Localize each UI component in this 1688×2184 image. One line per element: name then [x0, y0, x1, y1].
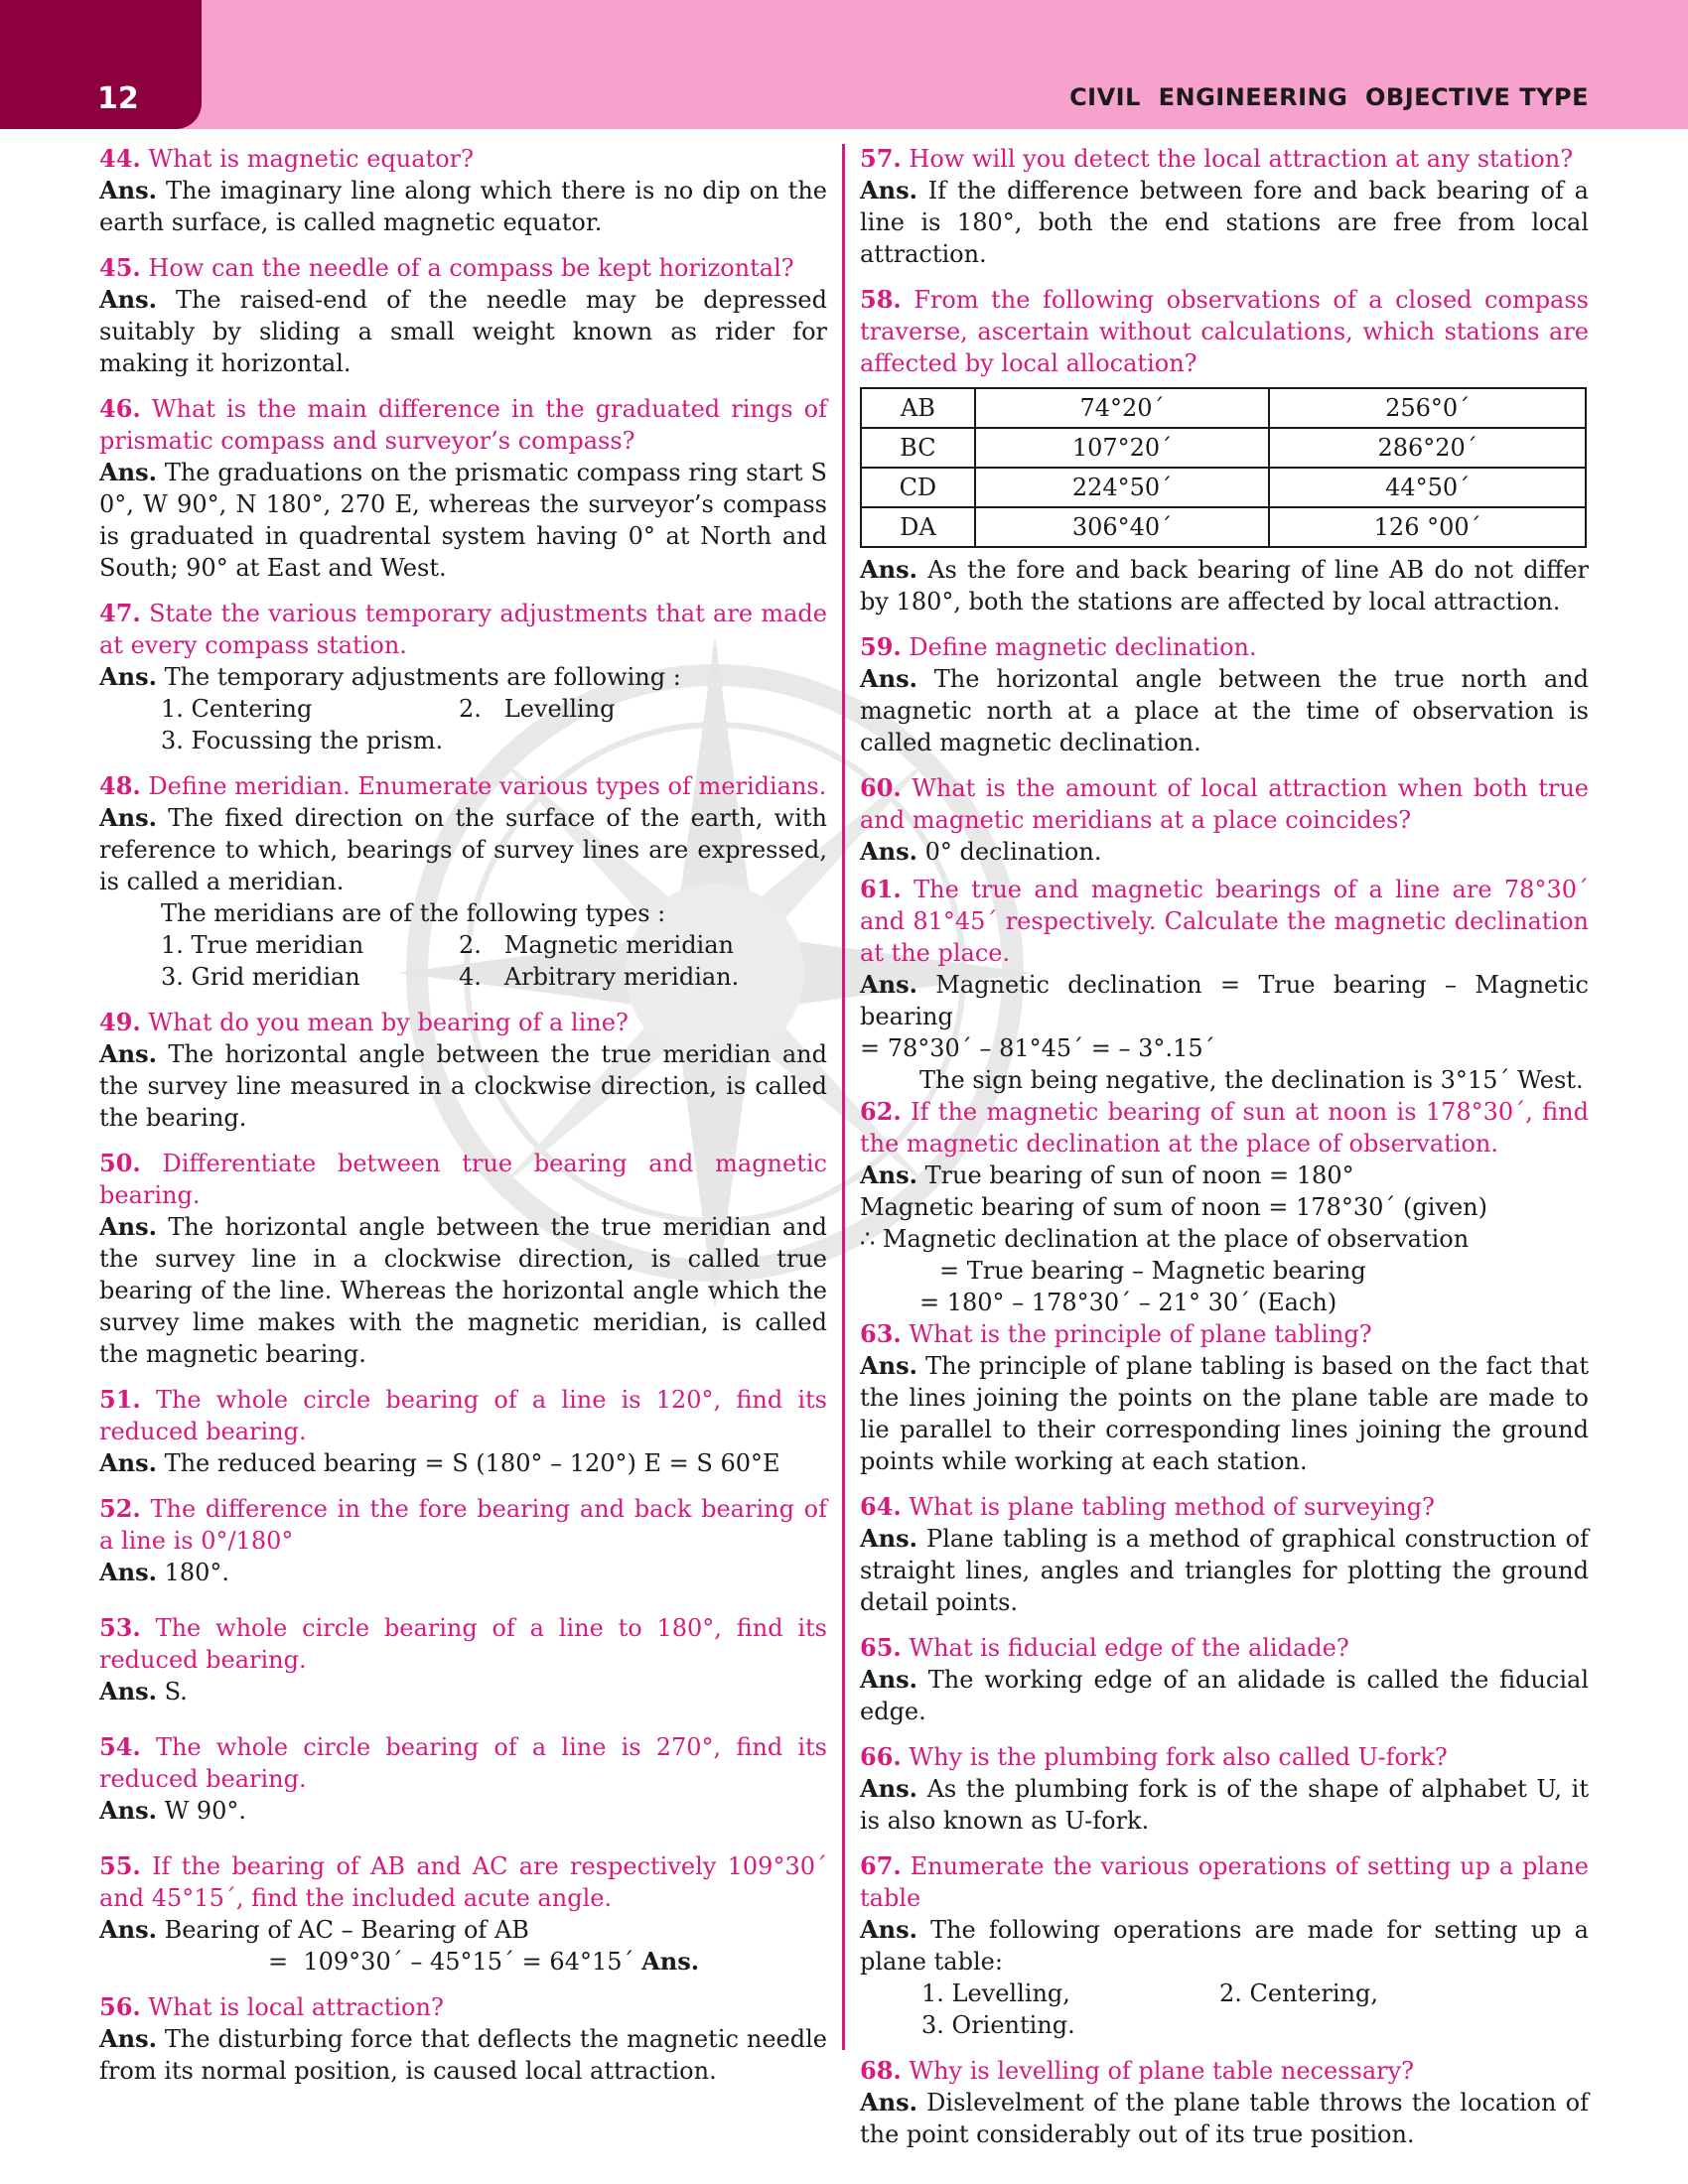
formula-text: = True bearing – Magnetic bearing	[939, 1257, 1366, 1285]
qa-54	[99, 1731, 827, 1827]
list-item: 3. Orienting.	[921, 2011, 1075, 2039]
qa-46	[99, 393, 827, 584]
question-text: Enumerate the various operations of setting up a plane table	[860, 1852, 1589, 1912]
answer-label: Ans.	[99, 803, 157, 832]
answer-text: The sign being negative, the declination is 3°15´ West.	[919, 1066, 1584, 1094]
qa-44	[99, 143, 827, 238]
answer-label: Ans.	[99, 1039, 157, 1068]
question-text: If the bearing of AB and AC are respectively 109°30´ and 45°15´, find the included acute angle.	[99, 1852, 827, 1912]
table-cell: BC	[861, 428, 975, 468]
question-text: If the magnetic bearing of sun at noon is 178°30´, find the magnetic declination at the place of observation.	[860, 1098, 1589, 1158]
qa-62	[860, 1096, 1589, 1318]
bearing-table	[860, 387, 1587, 548]
answer-label: Ans.	[860, 664, 917, 693]
question-number: 67.	[860, 1851, 902, 1880]
question-number: 56.	[99, 1992, 141, 2021]
answer-text: The principle of plane tabling is based on the fact that the lines joining the points on the plane table are made to lie parallel to their corresponding lines joining the ground points while working at each station.	[860, 1352, 1589, 1475]
answer-label: Ans.	[99, 1915, 157, 1944]
qa-65	[860, 1632, 1589, 1727]
answer-text: Magnetic declination = True bearing – Magnetic bearing	[860, 971, 1589, 1030]
table-cell: 286°20´	[1269, 428, 1586, 468]
answer-label: Ans.	[860, 1524, 917, 1553]
qa-50	[99, 1148, 827, 1370]
formula-text: = 78°30´ – 81°45´ = – 3°.15´	[860, 1034, 1215, 1062]
qa-52	[99, 1493, 827, 1588]
table-row	[861, 468, 1586, 507]
right-column	[860, 143, 1589, 2164]
answer-label: Ans.	[99, 662, 157, 691]
qa-64	[860, 1491, 1589, 1618]
answer-text: The temporary adjustments are following :	[164, 663, 681, 691]
question-number: 55.	[99, 1851, 141, 1880]
question-text: Define magnetic declination.	[909, 633, 1257, 661]
answer-text: If the difference between fore and back bearing of a line is 180°, both the end stations are free from local attraction.	[860, 177, 1589, 268]
question-number: 66.	[860, 1742, 902, 1771]
question-number: 65.	[860, 1633, 902, 1662]
table-cell: 224°50´	[975, 468, 1270, 507]
answer-label: Ans.	[860, 1774, 917, 1803]
table-cell: CD	[861, 468, 975, 507]
list-intro: The meridians are of the following types :	[161, 899, 666, 927]
table-cell: 74°20´	[975, 388, 1270, 428]
qa-49	[99, 1007, 827, 1134]
question-number: 46.	[99, 394, 141, 423]
formula-text: = 180° – 178°30´ – 21° 30´ (Each)	[919, 1289, 1337, 1316]
question-text: From the following observations of a closed compass traverse, ascertain without calculations, which stations are affected by local allocation?	[860, 286, 1589, 377]
answer-label: Ans.	[99, 1558, 157, 1586]
question-number: 50.	[99, 1149, 141, 1177]
answer-label: Ans.	[99, 1448, 157, 1477]
list-item: 1. Centering	[161, 695, 313, 723]
question-number: 61.	[860, 875, 902, 903]
question-number: 62.	[860, 1097, 902, 1126]
question-number: 52.	[99, 1494, 141, 1523]
qa-45	[99, 252, 827, 379]
qa-61	[860, 874, 1589, 1096]
table-row	[861, 507, 1586, 547]
table-cell: 126 °00´	[1269, 507, 1586, 547]
answer-label: Ans.	[99, 1212, 157, 1241]
answer-text: True bearing of sun of noon = 180°	[924, 1161, 1354, 1189]
answer-text: As the fore and back bearing of line AB do not differ by 180°, both the stations are affected by local attraction.	[860, 556, 1589, 615]
answer-label: Ans.	[99, 2024, 157, 2053]
qa-68	[860, 2055, 1589, 2150]
question-text: Define meridian. Enumerate various types of meridians.	[148, 772, 827, 800]
answer-text: Plane tabling is a method of graphical construction of straight lines, angles and triangles for plotting the ground detail points.	[860, 1525, 1589, 1616]
answer-text: W 90°.	[164, 1797, 247, 1825]
answer-text: The fixed direction on the surface of the earth, with reference to which, bearings of survey lines are expressed, is called a meridian.	[99, 804, 827, 895]
list-item: 3. Grid meridian	[161, 963, 360, 991]
answer-label: Ans.	[860, 1915, 917, 1944]
answer-text: The graduations on the prismatic compass ring start S 0°, W 90°, N 180°, 270 E, whereas the surveyor’s compass is graduated in quadrental system having 0° at North and South; 90° at East and West.	[99, 459, 827, 582]
question-number: 59.	[860, 632, 902, 661]
question-text: Why is levelling of plane table necessary?	[909, 2057, 1415, 2085]
answer-label: Ans.	[860, 1351, 917, 1380]
question-text: What is magnetic equator?	[148, 145, 474, 173]
question-number: 63.	[860, 1319, 902, 1348]
list-row	[99, 693, 827, 725]
list-item: 4. Arbitrary meridian.	[459, 963, 740, 991]
question-text: What do you mean by bearing of a line?	[148, 1009, 629, 1036]
list-row	[99, 961, 827, 993]
book-title: CIVIL ENGINEERING OBJECTIVE TYPE	[1069, 83, 1589, 111]
question-text: What is fiducial edge of the alidade?	[909, 1634, 1349, 1662]
formula-text: = 109°30´ – 45°15´ = 64°15´	[268, 1948, 634, 1976]
page-number: 12	[97, 81, 139, 116]
list-row	[99, 929, 827, 961]
table-cell: DA	[861, 507, 975, 547]
answer-text: Bearing of AC – Bearing of AB	[164, 1916, 529, 1944]
table-cell: AB	[861, 388, 975, 428]
qa-56	[99, 1991, 827, 2087]
question-text: The difference in the fore bearing and back bearing of a line is 0°/180°	[99, 1495, 827, 1555]
answer-label: Ans.	[860, 970, 917, 999]
qa-60	[860, 772, 1589, 868]
column-divider	[842, 144, 845, 2050]
question-text: The whole circle bearing of a line is 120°, find its reduced bearing.	[99, 1386, 827, 1445]
question-text: What is the main difference in the graduated rings of prismatic compass and surveyor’s compass?	[99, 395, 827, 455]
answer-text: The reduced bearing = S (180° – 120°) E = S 60°E	[164, 1449, 780, 1477]
qa-48	[99, 770, 827, 993]
answer-label: Ans.	[860, 2088, 917, 2116]
answer-text: The imaginary line along which there is no dip on the earth surface, is called magnetic equator.	[99, 177, 827, 236]
list-row	[860, 1978, 1589, 2009]
answer-label: Ans.	[860, 176, 917, 205]
answer-label: Ans.	[860, 555, 917, 584]
qa-53	[99, 1612, 827, 1707]
list-item: 2. Magnetic meridian	[459, 931, 734, 959]
question-text: State the various temporary adjustments that are made at every compass station.	[99, 600, 827, 659]
answer-text: S.	[164, 1678, 188, 1706]
question-text: What is plane tabling method of surveying?	[909, 1493, 1435, 1521]
list-item: 2. Centering,	[1219, 1979, 1378, 2007]
qa-55	[99, 1850, 827, 1978]
table-cell: 306°40´	[975, 507, 1270, 547]
answer-text: The following operations are made for setting up a plane table:	[860, 1916, 1589, 1976]
answer-label: Ans.	[860, 837, 917, 866]
list-item: 2. Levelling	[459, 695, 616, 723]
question-text: Differentiate between true bearing and magnetic bearing.	[99, 1150, 827, 1209]
question-number: 60.	[860, 773, 902, 802]
qa-58	[860, 284, 1589, 617]
list-row	[860, 2009, 1589, 2041]
question-number: 44.	[99, 144, 141, 173]
answer-text: As the plumbing fork is of the shape of alphabet U, it is also known as U-fork.	[860, 1775, 1589, 1835]
question-number: 58.	[860, 285, 902, 314]
table-row	[861, 428, 1586, 468]
qa-57	[860, 143, 1589, 270]
qa-51	[99, 1384, 827, 1479]
answer-text: The horizontal angle between the true north and magnetic north at a place at the time of observation is called magnetic declination.	[860, 665, 1589, 756]
answer-label: Ans.	[99, 1677, 157, 1706]
answer-text: The horizontal angle between the true meridian and the survey line in a clockwise direction, is called true bearing of the line. Whereas the horizontal angle which the survey lime makes with the magnetic meridian, is called the magnetic bearing.	[99, 1213, 827, 1368]
question-text: What is the principle of plane tabling?	[909, 1320, 1372, 1348]
answer-label: Ans.	[860, 1665, 917, 1694]
left-column	[99, 143, 827, 2101]
answer-text: The disturbing force that deflects the magnetic needle from its normal position, is caused local attraction.	[99, 2025, 827, 2085]
qa-66	[860, 1741, 1589, 1837]
answer-label: Ans.	[99, 176, 157, 205]
list-item: 1. Levelling,	[921, 1979, 1070, 2007]
question-number: 54.	[99, 1732, 141, 1761]
question-text: How will you detect the local attraction at any station?	[909, 145, 1574, 173]
question-text: The whole circle bearing of a line to 180°, find its reduced bearing.	[99, 1614, 827, 1674]
answer-label: Ans.	[860, 1160, 917, 1189]
list-item: 3. Focussing the prism.	[161, 727, 444, 754]
question-number: 48.	[99, 771, 141, 800]
answer-text: The horizontal angle between the true meridian and the survey line measured in a clockwise direction, is called the bearing.	[99, 1040, 827, 1132]
question-number: 68.	[860, 2056, 902, 2085]
list-row	[99, 725, 827, 756]
formula-line	[99, 1946, 827, 1978]
question-text: How can the needle of a compass be kept horizontal?	[148, 254, 794, 282]
answer-text: Magnetic bearing of sum of noon = 178°30´ (given)	[860, 1193, 1487, 1221]
answer-label: Ans.	[99, 458, 157, 486]
question-text: Why is the plumbing fork also called U-fork?	[909, 1743, 1448, 1771]
question-number: 53.	[99, 1613, 141, 1642]
answer-label: Ans.	[99, 1796, 157, 1825]
answer-text: The raised-end of the needle may be depressed suitably by sliding a small weight known as rider for making it horizontal.	[99, 286, 827, 377]
answer-text: The working edge of an alidade is called the fiducial edge.	[860, 1666, 1589, 1725]
answer-text: 0° declination.	[924, 838, 1102, 866]
qa-59	[860, 631, 1589, 758]
question-text: The whole circle bearing of a line is 270°, find its reduced bearing.	[99, 1733, 827, 1793]
question-text: The true and magnetic bearings of a line are 78°30´ and 81°45´ respectively. Calculate the magnetic declination at the place.	[860, 876, 1589, 967]
page-header	[0, 0, 1688, 129]
list-item: 1. True meridian	[161, 931, 364, 959]
table-cell: 44°50´	[1269, 468, 1586, 507]
table-row	[861, 388, 1586, 428]
question-number: 47.	[99, 599, 141, 627]
table-cell: 256°0´	[1269, 388, 1586, 428]
question-number: 64.	[860, 1492, 902, 1521]
question-text: What is local attraction?	[148, 1993, 444, 2021]
page-number-tab	[0, 0, 202, 129]
qa-67	[860, 1850, 1589, 2041]
question-number: 51.	[99, 1385, 141, 1414]
answer-label: Ans.	[99, 285, 157, 314]
qa-63	[860, 1318, 1589, 1477]
question-number: 49.	[99, 1008, 141, 1036]
answer-text: Dislevelment of the plane table throws the location of the point considerably out of its true position.	[860, 2089, 1589, 2148]
answer-label: Ans.	[641, 1947, 700, 1976]
answer-text: ∴ Magnetic declination at the place of observation	[860, 1225, 1470, 1253]
question-text: What is the amount of local attraction when both true and magnetic meridians at a place coincides?	[860, 774, 1589, 834]
question-number: 57.	[860, 144, 902, 173]
qa-47	[99, 598, 827, 756]
table-cell: 107°20´	[975, 428, 1270, 468]
answer-text: 180°.	[164, 1559, 230, 1586]
question-number: 45.	[99, 253, 141, 282]
